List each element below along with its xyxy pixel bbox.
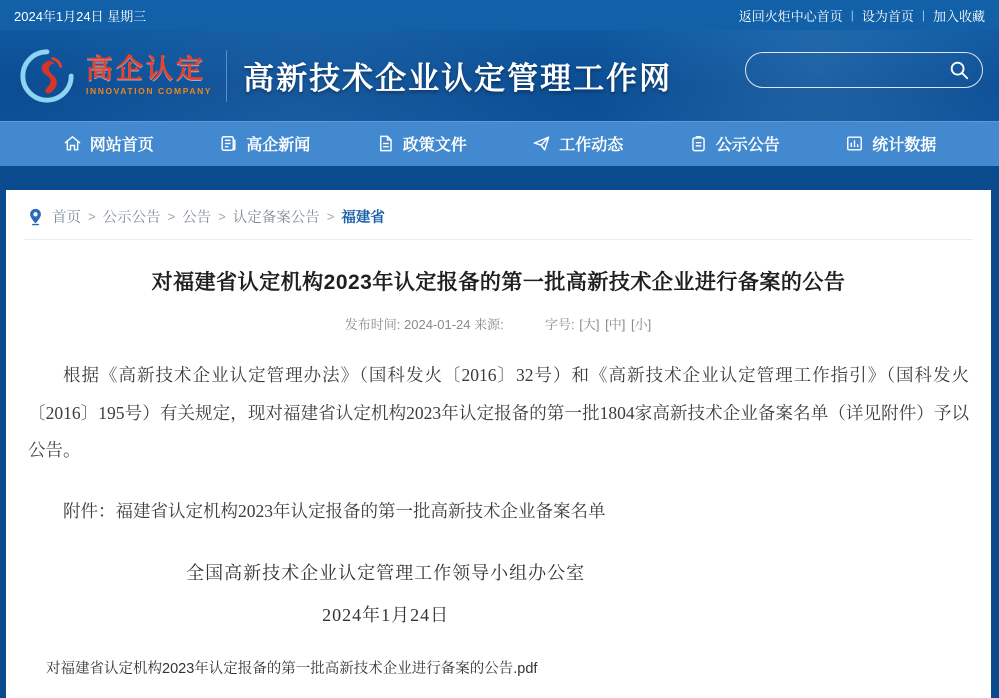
breadcrumb-separator: > <box>88 209 96 224</box>
news-icon <box>219 134 238 153</box>
attachment-reference: 附件：福建省认定机构2023年认定报备的第一批高新技术企业备案名单 <box>63 500 606 521</box>
link-separator: | <box>921 8 925 22</box>
document-icon <box>376 134 395 153</box>
breadcrumb-notice[interactable]: 公告 <box>182 210 212 226</box>
link-separator: | <box>850 8 854 22</box>
breadcrumb-separator: > <box>218 209 226 224</box>
search-input[interactable] <box>758 62 948 78</box>
topbar-links <box>739 6 985 25</box>
nav-label: 高企新闻 <box>246 137 311 154</box>
attachment-pdf-link[interactable]: 对福建省认定机构2023年认定报备的第一批高新技术企业进行备案的公告.pdf <box>46 660 538 677</box>
article-title: 对福建省认定机构2023年认定报备的第一批高新技术企业进行备案的公告 <box>151 271 846 294</box>
article-meta <box>28 314 969 333</box>
site-header <box>0 30 999 121</box>
nav-label: 政策文件 <box>402 137 467 154</box>
link-torch-home[interactable]: 返回火炬中心首页 <box>738 8 843 24</box>
link-add-favorite[interactable]: 加入收藏 <box>932 8 985 24</box>
breadcrumb-fujian[interactable]: 福建省 <box>341 210 385 226</box>
issue-date: 2024年1月24日 <box>322 604 450 625</box>
nav-item-news[interactable] <box>209 121 320 166</box>
publish-time-label: 发布时间: <box>344 317 401 332</box>
current-date: 2024年1月24日 星期三 <box>14 8 147 24</box>
font-size-small-button[interactable]: [小] <box>630 317 652 332</box>
nav-item-statistics[interactable] <box>835 121 946 166</box>
link-set-homepage[interactable]: 设为首页 <box>861 8 914 24</box>
paper-plane-icon <box>532 134 551 153</box>
home-icon <box>63 134 82 153</box>
breadcrumb-separator: > <box>167 209 176 224</box>
breadcrumb-filing-notice[interactable]: 认定备案公告 <box>232 210 320 226</box>
nav-label: 公示公告 <box>715 137 780 154</box>
nav-item-announcements[interactable] <box>679 121 790 166</box>
breadcrumb-separator: > <box>326 209 335 224</box>
main-nav <box>0 121 999 166</box>
font-size-medium-button[interactable]: [中] <box>605 317 626 332</box>
nav-label: 工作动态 <box>559 137 624 154</box>
publish-date: 2024-01-24 <box>404 317 471 332</box>
chart-icon <box>845 134 864 153</box>
font-size-label: 字号: <box>545 317 575 332</box>
logo-swoosh-icon <box>18 47 76 105</box>
logo-subtitle: INNOVATION COMPANY <box>86 85 213 96</box>
nav-item-home[interactable] <box>53 121 164 166</box>
breadcrumb-home[interactable]: 首页 <box>52 210 81 226</box>
separator-band <box>0 166 999 190</box>
issuing-office: 全国高新技术企业认定管理工作领导小组办公室 <box>186 562 586 583</box>
font-size-large-button[interactable]: [大] <box>579 317 600 332</box>
location-pin-icon <box>28 208 43 226</box>
content-panel <box>6 190 991 698</box>
search-box[interactable] <box>745 52 983 88</box>
nav-label: 统计数据 <box>872 137 937 154</box>
article-paragraph: 根据《高新技术企业认定管理办法》（国科发火〔2016〕32号）和《高新技术企业认定管理工作指引》（国科发火〔2016〕195号）有关规定，现对福建省认定机构2023年认定报备的第一批1804家高新技术企业备案名单（详见附件）予以公告。 <box>28 365 969 461</box>
nav-item-work-updates[interactable] <box>522 121 633 166</box>
logo-text <box>86 53 213 96</box>
top-bar <box>0 0 999 30</box>
nav-item-policy[interactable] <box>366 121 477 166</box>
logo-title: 高企认定 <box>86 53 206 84</box>
breadcrumb <box>28 204 969 239</box>
breadcrumb-divider <box>24 239 973 240</box>
header-divider <box>226 50 227 102</box>
search-icon[interactable] <box>948 59 970 81</box>
site-title: 高新技术企业认定管理工作网 <box>243 61 673 96</box>
nav-label: 网站首页 <box>89 137 154 154</box>
breadcrumb-announcements[interactable]: 公示公告 <box>102 210 161 226</box>
article-body <box>28 357 969 470</box>
announcement-icon <box>689 134 708 153</box>
site-logo[interactable] <box>18 47 212 105</box>
source-label: 来源: <box>474 317 504 332</box>
signature-block <box>28 559 743 627</box>
